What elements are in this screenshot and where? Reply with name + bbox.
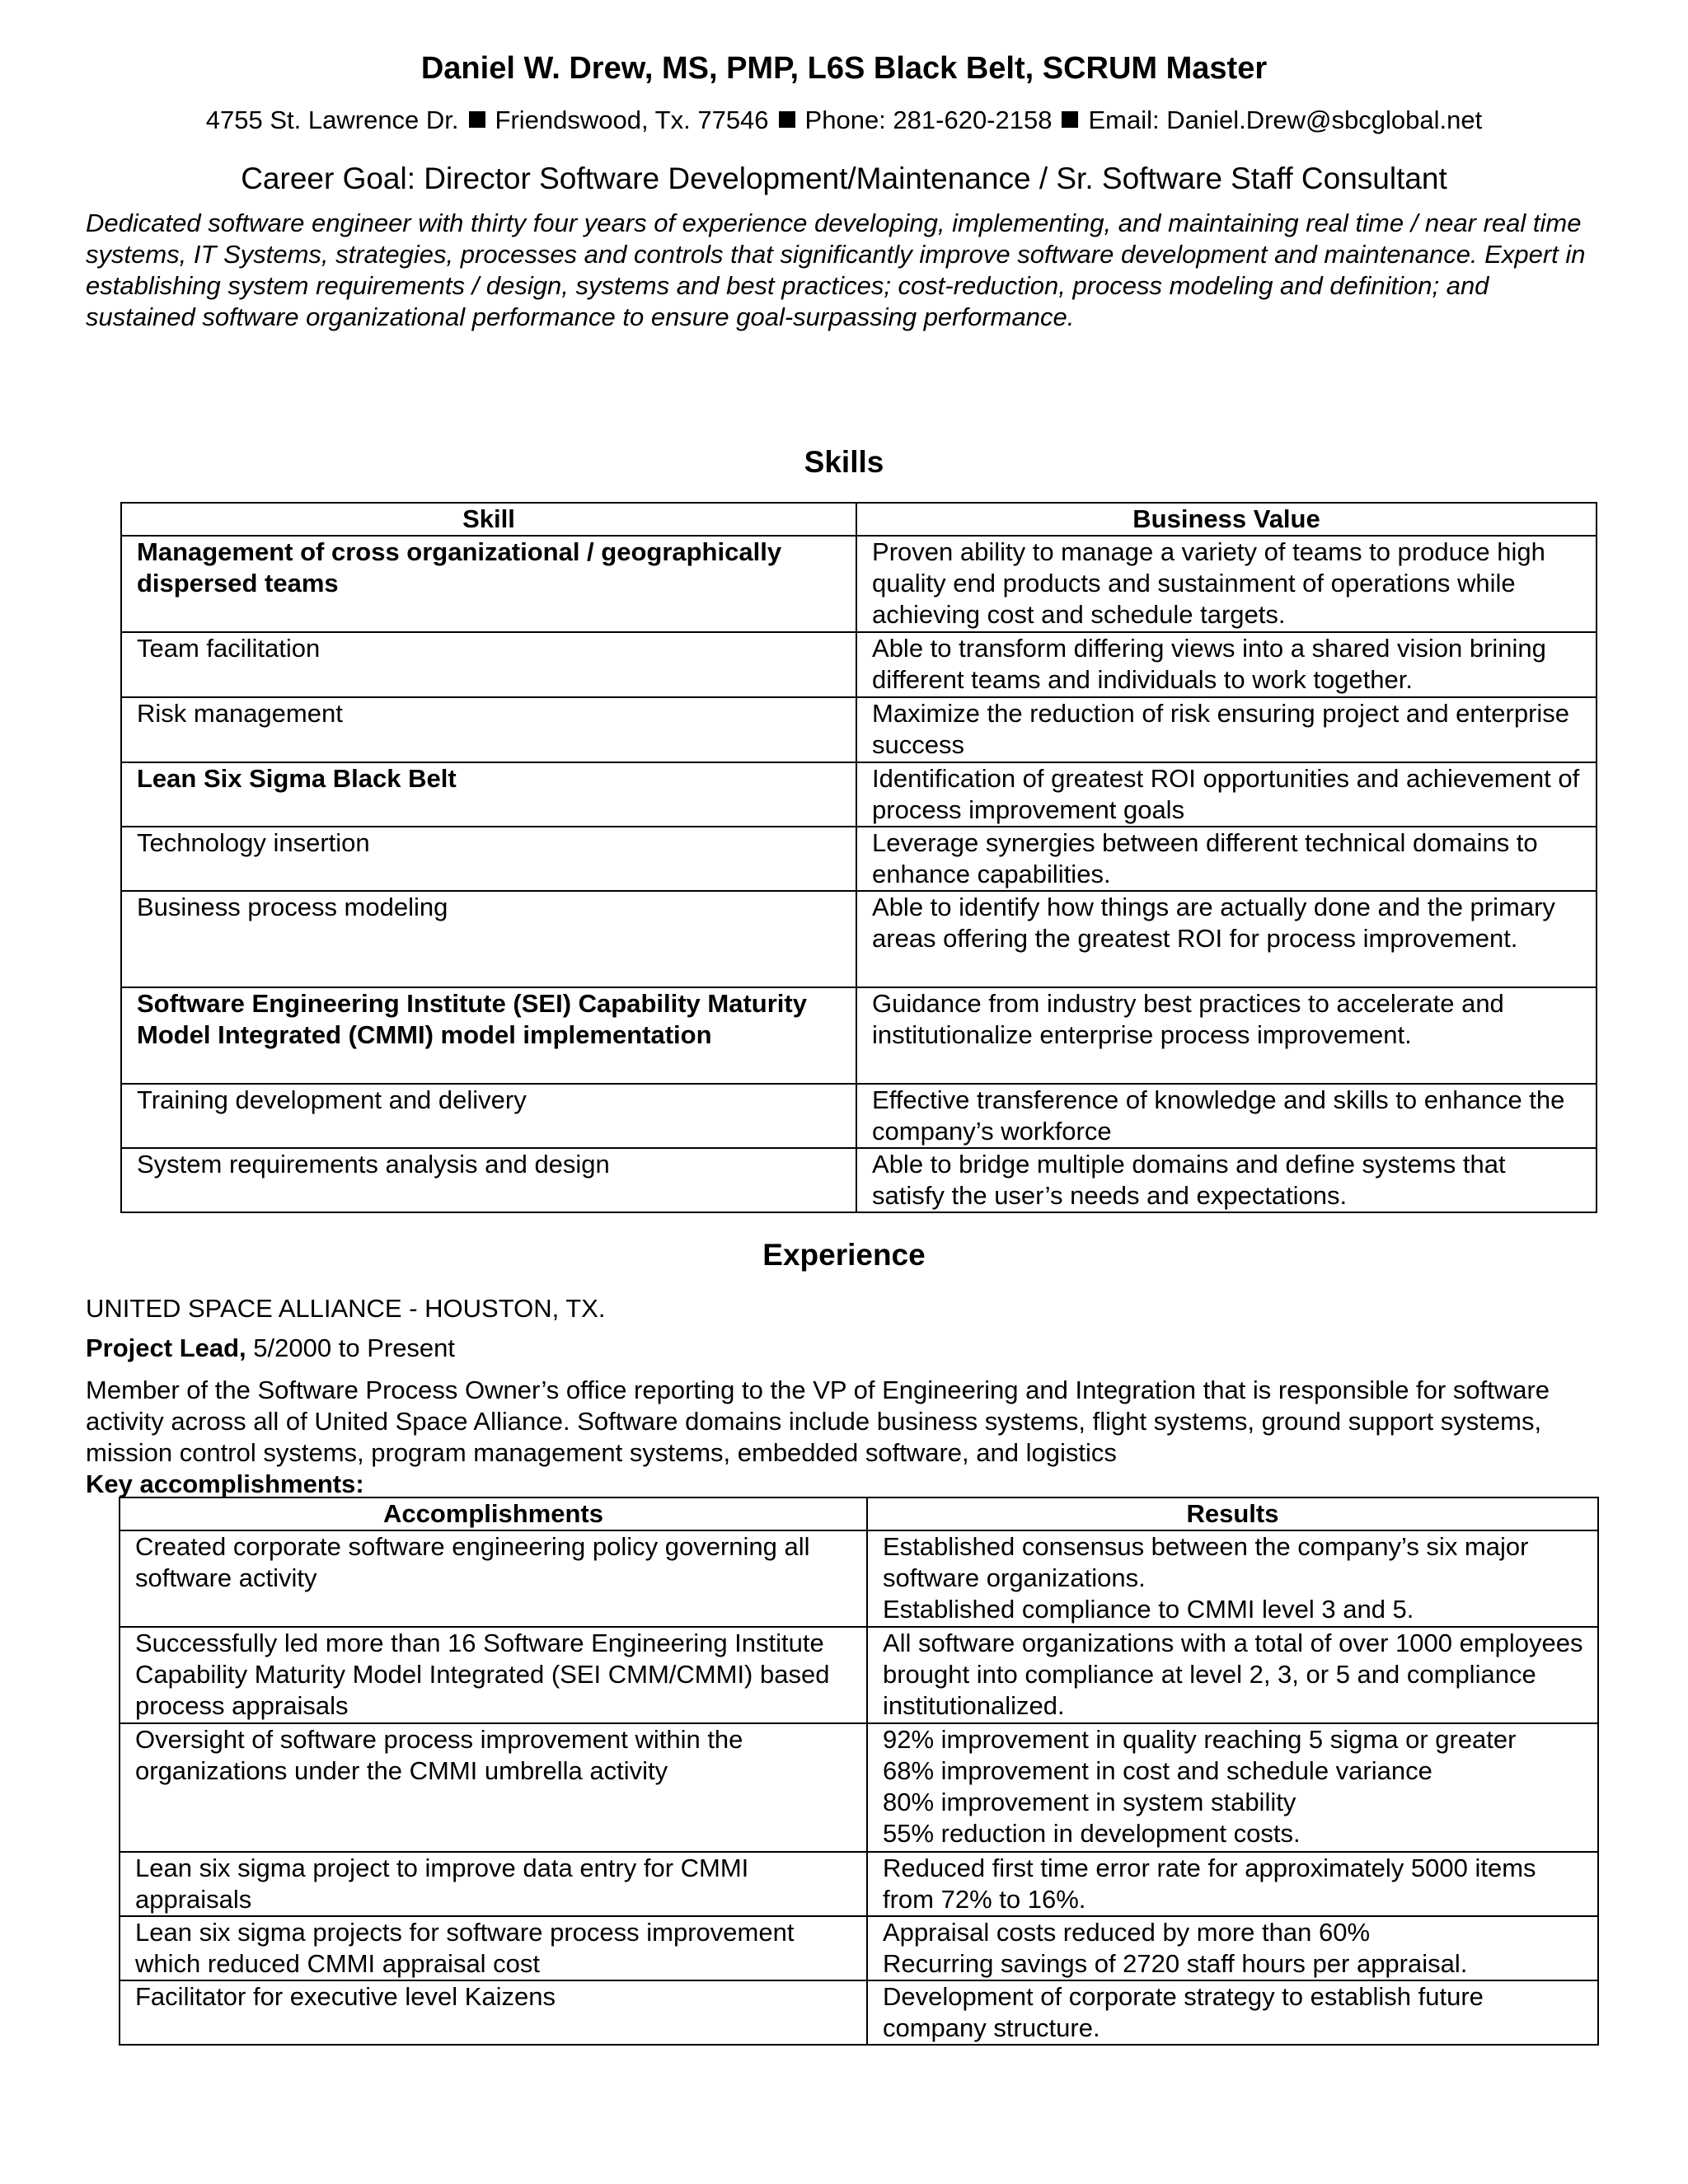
column-header-results: Results — [867, 1497, 1598, 1530]
contact-email: Email: Daniel.Drew@sbcglobal.net — [1088, 105, 1483, 134]
role-dates: 5/2000 to Present — [246, 1333, 456, 1362]
accomplishment-cell: Facilitator for executive level Kaizens — [120, 1980, 867, 2045]
accomplishment-cell: Oversight of software process improvement within the organizations under the CMMI umbrella activity — [120, 1723, 867, 1852]
career-goal: Career Goal: Director Software Development/Maintenance / Sr. Software Staff Consultant — [241, 162, 1447, 195]
bullet-square-icon — [1062, 111, 1078, 128]
table-row — [121, 1148, 1597, 1212]
table-row — [121, 536, 1597, 632]
table-row — [121, 697, 1597, 762]
accomplishments-table — [119, 1497, 1599, 2046]
business-value-cell: Guidance from industry best practices to accelerate and institutionalize enterprise process improvement. — [856, 987, 1597, 1084]
accomplishment-cell: Lean six sigma project to improve data entry for CMMI appraisals — [120, 1852, 867, 1916]
bullet-square-icon — [779, 111, 795, 128]
column-header-business-value: Business Value — [856, 503, 1597, 536]
business-value-cell: Proven ability to manage a variety of teams to produce high quality end products and sustainment of operations while achieving cost and schedule targets. — [856, 536, 1597, 632]
table-row — [120, 1852, 1598, 1916]
table-row — [121, 632, 1597, 697]
result-line: 55% reduction in development costs. — [882, 1819, 1301, 1848]
summary-paragraph: Dedicated software engineer with thirty four years of experience developing, implementing, and maintaining real time / near real time systems, IT Systems, strategies, processes and controls that significantly improve software development and maintenance. Expert in establishing system requirements / design, systems and best practices; cost-reduction, process modeling and definition; and sustained software organizational performance to ensure goal-surpassing performance. — [86, 209, 1586, 331]
resume-name: Daniel W. Drew, MS, PMP, L6S Black Belt, SCRUM Master — [420, 51, 1268, 86]
result-cell — [867, 1916, 1598, 1980]
contact-address: 4755 St. Lawrence Dr. — [205, 105, 459, 134]
result-line: Recurring savings of 2720 staff hours per appraisal. — [882, 1949, 1468, 1978]
result-line: All software organizations with a total of over 1000 employees brought into compliance at level 2, 3, or 5 and compliance institutionalized. — [882, 1629, 1583, 1720]
table-row — [120, 1627, 1598, 1723]
result-line: Appraisal costs reduced by more than 60% — [882, 1918, 1371, 1947]
skill-cell: Business process modeling — [121, 891, 856, 987]
role-line — [86, 1333, 455, 1363]
table-row — [120, 1980, 1598, 2045]
business-value-cell: Able to bridge multiple domains and define systems that satisfy the user’s needs and expectations. — [856, 1148, 1597, 1212]
result-line: Established consensus between the company’s six major software organizations. — [882, 1532, 1529, 1592]
skill-cell: Training development and delivery — [121, 1084, 856, 1148]
result-cell — [867, 1723, 1598, 1852]
company-name: UNITED SPACE ALLIANCE - HOUSTON, TX. — [86, 1294, 606, 1323]
table-row — [121, 762, 1597, 827]
table-row — [120, 1530, 1598, 1627]
table-row — [121, 987, 1597, 1084]
contact-phone: Phone: 281-620-2158 — [804, 105, 1053, 134]
skill-cell: Management of cross organizational / geographically dispersed teams — [121, 536, 856, 632]
result-line: Established compliance to CMMI level 3 and 5. — [882, 1595, 1414, 1624]
result-line: Development of corporate strategy to establish future company structure. — [882, 1982, 1484, 2042]
business-value-cell: Identification of greatest ROI opportunities and achievement of process improvement goals — [856, 762, 1597, 827]
result-line: Reduced first time error rate for approximately 5000 items from 72% to 16%. — [882, 1854, 1536, 1914]
role-description-text: Member of the Software Process Owner’s office reporting to the VP of Engineering and Integration that is responsible for software activity across all of United Space Alliance. Software domains include business systems, flight systems, ground support systems, mission control systems, program management systems, embedded software, and logistics — [86, 1376, 1550, 1467]
result-cell — [867, 1980, 1598, 2045]
result-cell — [867, 1852, 1598, 1916]
business-value-cell: Able to identify how things are actually done and the primary areas offering the greatest ROI for process improvement. — [856, 891, 1597, 987]
table-row — [120, 1916, 1598, 1980]
result-line: 80% improvement in system stability — [882, 1788, 1296, 1816]
table-row — [121, 827, 1597, 891]
role-description — [86, 1375, 1602, 1500]
bullet-square-icon — [469, 111, 485, 128]
skill-cell: System requirements analysis and design — [121, 1148, 856, 1212]
skill-cell: Team facilitation — [121, 632, 856, 697]
contact-city: Friendswood, Tx. 77546 — [495, 105, 769, 134]
key-accomplishments-label: Key accomplishments: — [86, 1469, 364, 1498]
skill-cell: Lean Six Sigma Black Belt — [121, 762, 856, 827]
column-header-skill: Skill — [121, 503, 856, 536]
table-row — [121, 891, 1597, 987]
result-cell — [867, 1627, 1598, 1723]
result-line: 68% improvement in cost and schedule variance — [882, 1756, 1432, 1785]
table-row — [120, 1723, 1598, 1852]
accomplishment-cell: Created corporate software engineering policy governing all software activity — [120, 1530, 867, 1627]
accomplishments-header-row — [120, 1497, 1598, 1530]
role-title: Project Lead, — [86, 1333, 246, 1362]
result-cell — [867, 1530, 1598, 1627]
skill-cell: Technology insertion — [121, 827, 856, 891]
accomplishment-cell: Lean six sigma projects for software process improvement which reduced CMMI appraisal cost — [120, 1916, 867, 1980]
accomplishment-cell: Successfully led more than 16 Software Engineering Institute Capability Maturity Model Integrated (SEI CMM/CMMI) based process appraisals — [120, 1627, 867, 1723]
skills-heading: Skills — [804, 445, 884, 479]
table-row — [121, 1084, 1597, 1148]
skills-table — [120, 502, 1597, 1213]
skill-cell: Software Engineering Institute (SEI) Capability Maturity Model Integrated (CMMI) model implementation — [121, 987, 856, 1084]
skills-header-row — [121, 503, 1597, 536]
business-value-cell: Effective transference of knowledge and skills to enhance the company’s workforce — [856, 1084, 1597, 1148]
skill-cell: Risk management — [121, 697, 856, 762]
business-value-cell: Able to transform differing views into a shared vision brining different teams and individuals to work together. — [856, 632, 1597, 697]
experience-heading: Experience — [762, 1238, 926, 1272]
business-value-cell: Leverage synergies between different technical domains to enhance capabilities. — [856, 827, 1597, 891]
column-header-accomplishments: Accomplishments — [120, 1497, 867, 1530]
result-line: 92% improvement in quality reaching 5 sigma or greater — [882, 1725, 1517, 1754]
contact-line — [0, 105, 1688, 135]
business-value-cell: Maximize the reduction of risk ensuring project and enterprise success — [856, 697, 1597, 762]
